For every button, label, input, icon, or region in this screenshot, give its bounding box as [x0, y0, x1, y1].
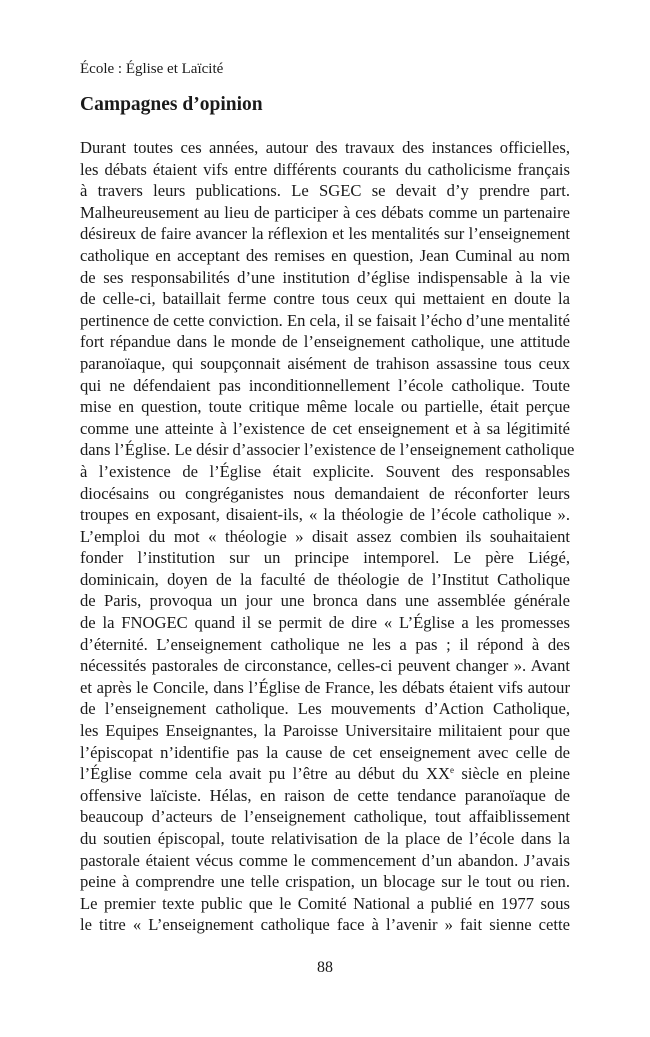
text-line: dominicain, doyen de la faculté de théologie de l’Institut Catholique [80, 569, 570, 589]
text-line: fort répandue dans le monde de l’enseignement catholique, une attitude [80, 332, 570, 352]
text-line: Durant toutes ces années, autour des travaux des instances officielles, [80, 138, 570, 157]
text-line: de la FNOGEC quand il se permit de dire « L’Église a les promesses [80, 613, 570, 633]
text-line: dans l’Église. Le désir d’associer l’existence de l’enseignement catholique [80, 440, 575, 460]
text-line: L’emploi du mot « théologie » disait assez combien ils souhaitaient [80, 526, 570, 546]
text-line: catholique en acceptant des remises en question, Jean Cuminal au nom [80, 245, 570, 265]
text-line: d’éternité. L’enseignement catholique ne les a pas ; il répond à des [80, 634, 570, 654]
text-segment: l’Église comme cela avait pu l’être au début du XX [80, 764, 451, 784]
text-line: les Equipes Enseignantes, la Paroisse Universitaire militaient pour que [80, 721, 570, 741]
text-line: de celle-ci, bataillait ferme contre tous ceux qui mettaient en doute la [80, 289, 570, 309]
text-line: beaucoup d’acteurs de l’enseignement catholique, tout affaiblissement [80, 807, 570, 827]
text-line: Le premier texte public que le Comité National a publié en 1977 sous [80, 893, 570, 913]
text-line: comme une atteinte à l’existence de cet enseignement et à sa légitimité [80, 418, 570, 438]
superscript: e [450, 765, 455, 776]
text-line: pastorale étaient vécus comme le commencement d’un abandon. J’avais [80, 850, 570, 870]
page-number: 88 [317, 959, 333, 976]
text-line: qui ne défendaient pas inconditionnellement l’école catholique. Toute [80, 375, 570, 395]
text-line: à travers leurs publications. Le SGEC se devait d’y prendre part. [80, 181, 570, 201]
text-line: du soutien épiscopal, toute relativisation de la place de l’école dans la [80, 829, 570, 848]
text-line: Malheureusement au lieu de participer à ces débats comme un partenaire [80, 202, 570, 222]
text-line: mise en question, toute critique même locale ou partielle, était perçue [80, 397, 570, 417]
text-line: désireux de faire avancer la réflexion et les mentalités sur l’enseignement [80, 224, 570, 244]
text-line: le titre « L’enseignement catholique face à l’avenir » fait sienne cette [80, 915, 570, 935]
text-line [80, 763, 570, 785]
text-line: peine à comprendre une telle crispation, un blocage sur le tout ou rien. [80, 872, 570, 892]
body-text [80, 137, 575, 936]
text-line: pertinence de cette conviction. En cela, il se faisait l’écho d’une mentalité [80, 310, 570, 330]
text-line: offensive laïciste. Hélas, en raison de cette tendance paranoïaque de [80, 785, 570, 805]
text-line: à l’existence de l’Église était explicite. Souvent des responsables [80, 461, 570, 481]
text-line: de ses responsabilités d’une institution d’église indispensable à la vie [80, 267, 570, 287]
text-line: et après le Concile, dans l’Église de France, les débats étaient vifs autour [80, 677, 570, 697]
text-line: les débats étaient vifs entre différents courants du catholicisme français [80, 159, 570, 179]
text-line: troupes en exposant, disaient-ils, « la théologie de l’école catholique ». [80, 505, 570, 525]
text-line: de l’enseignement catholique. Les mouvements d’Action Catholique, [80, 699, 570, 719]
text-line: paranoïaque, qui soupçonnait aisément de trahison assassine tous ceux [80, 353, 570, 373]
text-segment: siècle en pleine [454, 764, 570, 784]
text-line: nécessités pastorales de circonstance, celles-ci peuvent changer ». Avant [80, 656, 570, 676]
text-line: de Paris, provoqua un jour une bronca dans une assemblée générale [80, 591, 570, 611]
running-head: École : Église et Laïcité [80, 61, 224, 77]
section-heading: Campagnes d’opinion [80, 94, 263, 115]
text-line: fonder l’institution sur un principe intemporel. Le père Liégé, [80, 548, 570, 568]
text-line: l’épiscopat n’identifie pas la cause de cet enseignement avec celle de [80, 742, 570, 762]
text-line: diocésains ou congréganistes nous demandaient de réconforter leurs [80, 483, 570, 503]
